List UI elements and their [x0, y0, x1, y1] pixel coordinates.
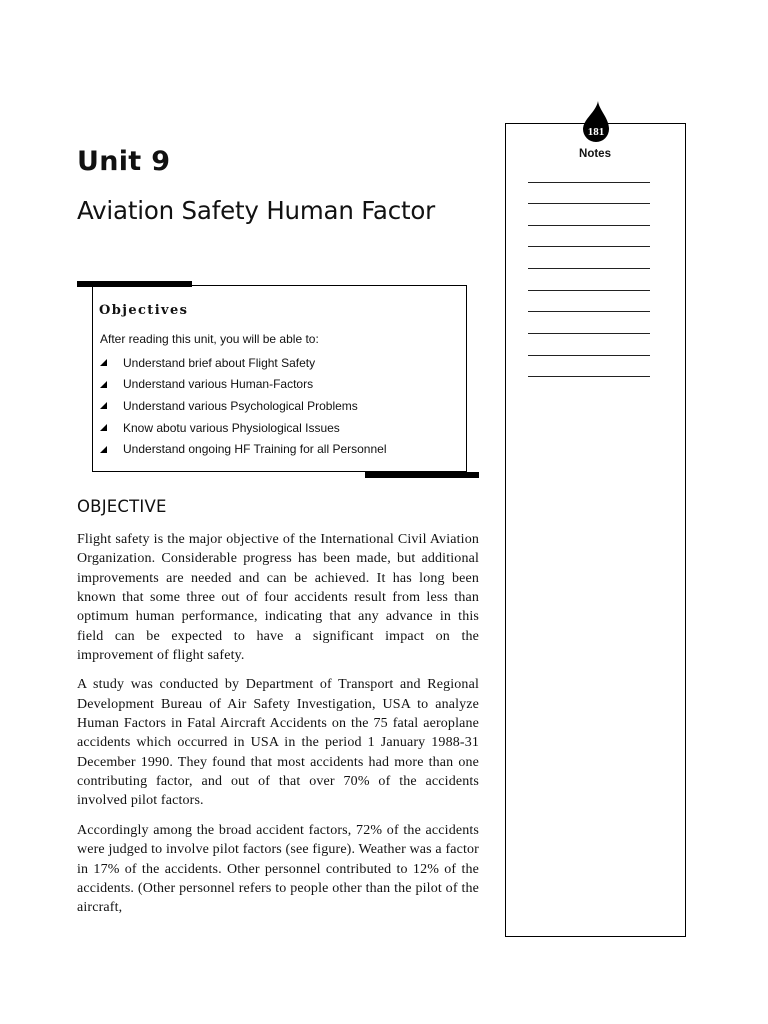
page-title: Aviation Safety Human Factor — [77, 196, 436, 225]
objective-item — [100, 374, 386, 396]
objective-text: Understand various Psychological Problems — [123, 398, 358, 413]
objective-item — [100, 352, 386, 374]
objectives-bottom-bar — [365, 472, 479, 478]
objective-item — [100, 438, 386, 460]
note-line — [528, 376, 650, 377]
objective-text: Understand brief about Flight Safety — [123, 355, 316, 370]
unit-label: Unit 9 — [77, 146, 171, 177]
objectives-top-bar — [77, 281, 192, 287]
objective-text: Understand various Human-Factors — [123, 377, 314, 392]
objectives-heading: Objectives — [99, 303, 189, 318]
objective-text: Know abotu various Physiological Issues — [123, 420, 340, 435]
note-line — [528, 355, 650, 356]
triangle-bullet-icon — [100, 424, 107, 431]
note-line — [528, 311, 650, 312]
triangle-bullet-icon — [100, 381, 107, 388]
section-heading: OBJECTIVE — [77, 497, 167, 516]
objectives-intro: After reading this unit, you will be able to: — [100, 332, 319, 346]
body-text — [77, 530, 479, 928]
objective-item — [100, 395, 386, 417]
note-line — [528, 290, 650, 291]
note-line — [528, 246, 650, 247]
note-line — [528, 182, 650, 183]
objective-text: Understand ongoing HF Training for all Personnel — [123, 442, 387, 457]
triangle-bullet-icon — [100, 446, 107, 453]
body-paragraph: Accordingly among the broad accident factors, 72% of the accidents were judged to involve pilot factors (see figure). Weather was a factor in 17% of the accidents. Other personnel contributed to 12% of the accidents. (Other personnel refers to people other than the pilot of the aircraft, — [77, 822, 479, 916]
note-line — [528, 268, 650, 269]
triangle-bullet-icon — [100, 402, 107, 409]
page-number: 181 — [587, 126, 605, 138]
body-paragraph: A study was conducted by Department of Transport and Regional Development Bureau of Air Safety Investigation, USA to analyze Human Factors in Fatal Aircraft Accidents on the 75 fatal aeroplane accidents which occurred in USA in the period 1 January 1988-31 December 1990. They found that most accidents had more than one contributing factor, and out of that over 70% of the accidents involved pilot factors. — [77, 677, 479, 809]
notes-label: Notes — [579, 148, 611, 160]
objective-item — [100, 417, 386, 439]
objectives-list — [100, 352, 386, 460]
note-line — [528, 203, 650, 204]
note-line — [528, 333, 650, 334]
note-line — [528, 225, 650, 226]
triangle-bullet-icon — [100, 359, 107, 366]
body-paragraph: Flight safety is the major objective of the International Civil Aviation Organization. Considerable progress has been made, but additional improvements are needed and can be achieved. It has long been known that some three out of four accidents result from less than optimum human performance, indicating that any advance in this field can be expected to have a significant impact on the improvement of flight safety. — [77, 532, 479, 664]
